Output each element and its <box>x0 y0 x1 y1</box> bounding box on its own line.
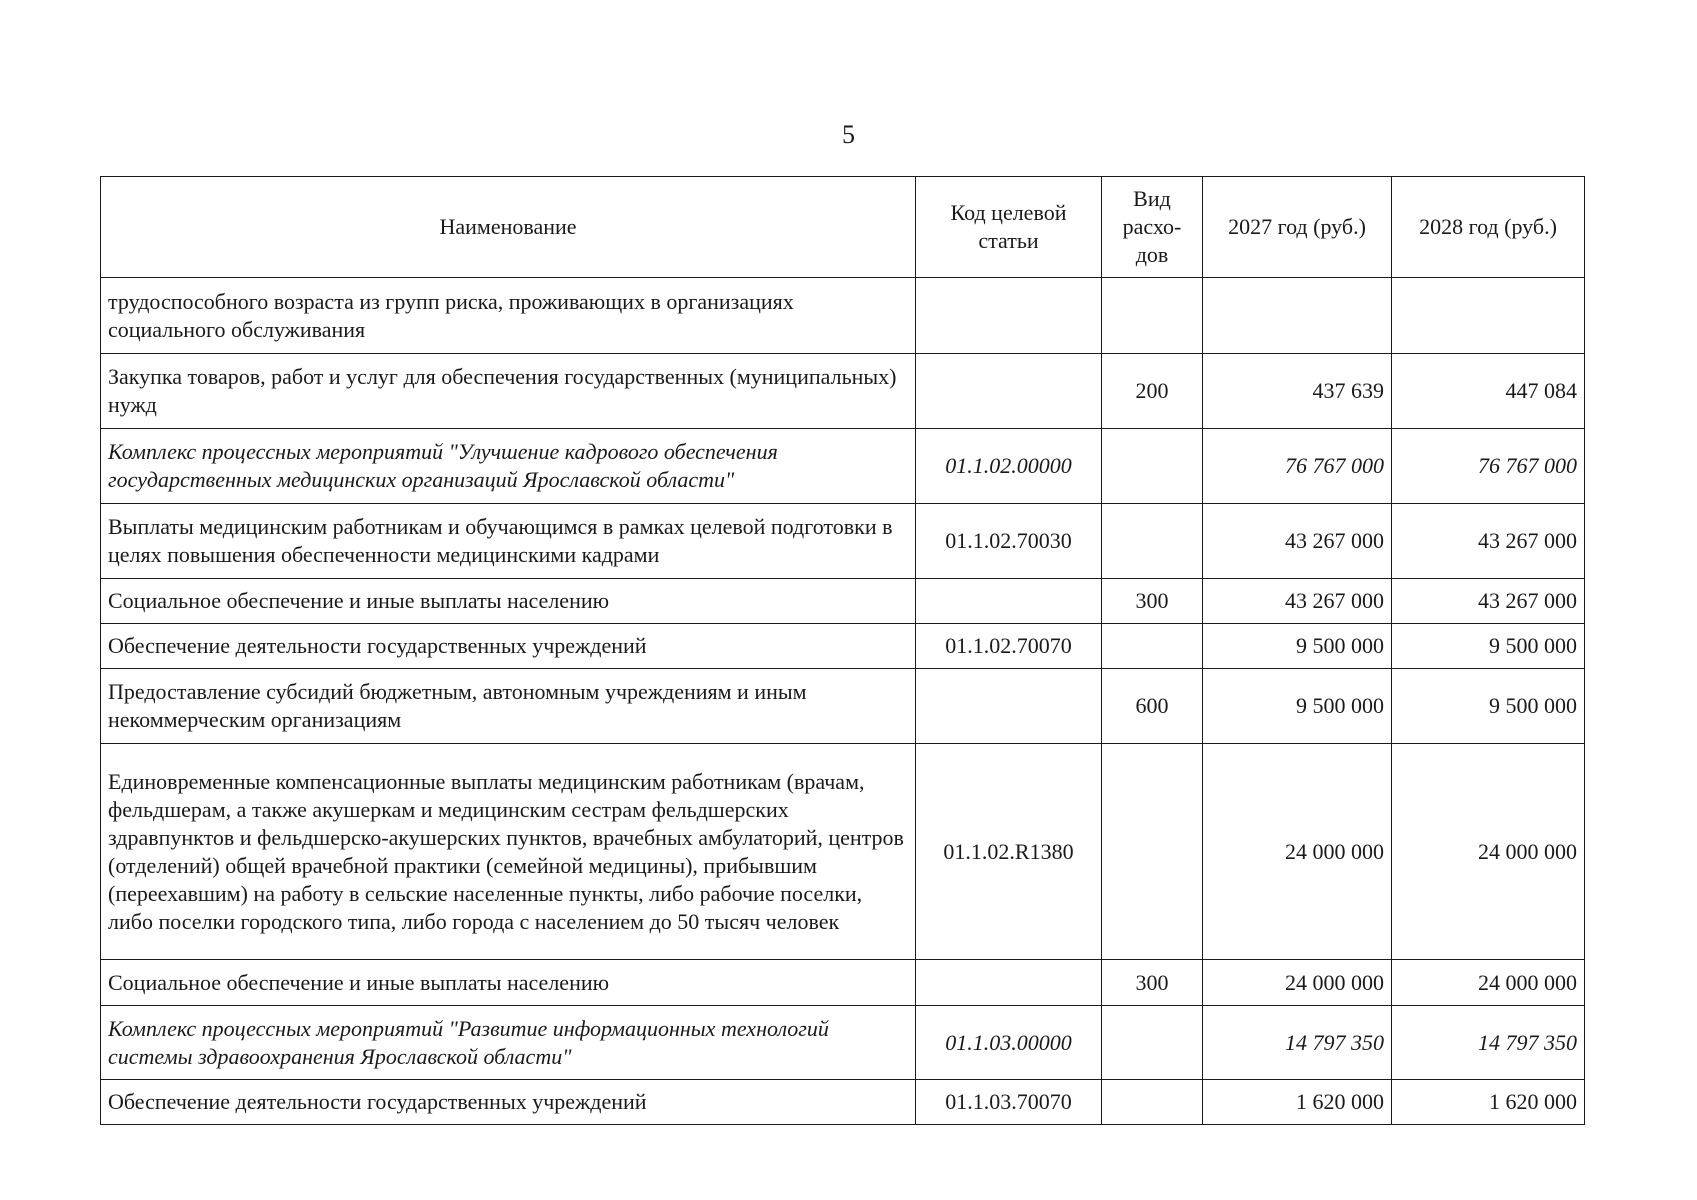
row-kind: 300 <box>1102 960 1203 1006</box>
row-name: Закупка товаров, работ и услуг для обеспечения государственных (муниципальных) нужд <box>101 354 916 429</box>
row-2028-value: 76 767 000 <box>1392 429 1585 504</box>
row-name: Предоставление субсидий бюджетным, автономным учреждениям и иным некоммерческим организациям <box>101 669 916 744</box>
row-2028-value: 43 267 000 <box>1392 579 1585 624</box>
row-name: Социальное обеспечение и иные выплаты населению <box>101 579 916 624</box>
header-row <box>101 177 1585 278</box>
row-2027-value: 9 500 000 <box>1203 624 1392 669</box>
row-kind <box>1102 1006 1203 1080</box>
table-row <box>101 354 1585 429</box>
row-2027-value: 24 000 000 <box>1203 960 1392 1006</box>
row-2027-value: 43 267 000 <box>1203 579 1392 624</box>
row-code: 01.1.03.70070 <box>916 1080 1102 1125</box>
row-name: Социальное обеспечение и иные выплаты населению <box>101 960 916 1006</box>
budget-table <box>100 176 1585 1125</box>
row-code: 01.1.02.00000 <box>916 429 1102 504</box>
row-2028-value: 9 500 000 <box>1392 624 1585 669</box>
row-2027-value: 14 797 350 <box>1203 1006 1392 1080</box>
table-row <box>101 624 1585 669</box>
row-2028-value <box>1392 278 1585 354</box>
row-2028-value: 9 500 000 <box>1392 669 1585 744</box>
table-row <box>101 579 1585 624</box>
table-row <box>101 278 1585 354</box>
row-kind <box>1102 504 1203 579</box>
row-kind <box>1102 1080 1203 1125</box>
row-name: Обеспечение деятельности государственных учреждений <box>101 1080 916 1125</box>
row-kind: 300 <box>1102 579 1203 624</box>
row-kind <box>1102 278 1203 354</box>
table-row <box>101 504 1585 579</box>
header-code: Код целевой статьи <box>916 177 1102 278</box>
row-2027-value: 24 000 000 <box>1203 744 1392 960</box>
row-kind: 200 <box>1102 354 1203 429</box>
row-2027-value <box>1203 278 1392 354</box>
row-2028-value: 24 000 000 <box>1392 960 1585 1006</box>
row-2027-value: 43 267 000 <box>1203 504 1392 579</box>
row-code: 01.1.03.00000 <box>916 1006 1102 1080</box>
row-name: Комплекс процессных мероприятий "Развитие информационных технологий системы здравоохранения Ярославской области" <box>101 1006 916 1080</box>
page-number: 5 <box>842 120 855 149</box>
row-code <box>916 960 1102 1006</box>
table-row <box>101 429 1585 504</box>
row-2027-value: 437 639 <box>1203 354 1392 429</box>
row-kind <box>1102 429 1203 504</box>
row-code: 01.1.02.R1380 <box>916 744 1102 960</box>
row-kind: 600 <box>1102 669 1203 744</box>
header-year-2027: 2027 год (руб.) <box>1203 177 1392 278</box>
row-name: Выплаты медицинским работникам и обучающимся в рамках целевой подготовки в целях повышения обеспеченности медицинскими кадрами <box>101 504 916 579</box>
row-name: Комплекс процессных мероприятий "Улучшение кадрового обеспечения государственных медицинских организаций Ярославской области" <box>101 429 916 504</box>
row-kind <box>1102 744 1203 960</box>
table-row <box>101 744 1585 960</box>
header-name: Наименование <box>101 177 916 278</box>
row-2028-value: 447 084 <box>1392 354 1585 429</box>
row-code: 01.1.02.70030 <box>916 504 1102 579</box>
row-name: трудоспособного возраста из групп риска, проживающих в организациях социального обслуживания <box>101 278 916 354</box>
row-2027-value: 76 767 000 <box>1203 429 1392 504</box>
row-name: Обеспечение деятельности государственных учреждений <box>101 624 916 669</box>
table-row <box>101 669 1585 744</box>
row-2028-value: 1 620 000 <box>1392 1080 1585 1125</box>
row-2028-value: 24 000 000 <box>1392 744 1585 960</box>
row-code <box>916 354 1102 429</box>
table-row <box>101 960 1585 1006</box>
row-code <box>916 278 1102 354</box>
row-code <box>916 669 1102 744</box>
table-row <box>101 1080 1585 1125</box>
header-kind: Вид расхо-дов <box>1102 177 1203 278</box>
row-code <box>916 579 1102 624</box>
header-year-2028: 2028 год (руб.) <box>1392 177 1585 278</box>
row-name: Единовременные компенсационные выплаты медицинским работникам (врачам, фельдшерам, а также акушеркам и медицинским сестрам фельдшерских здравпунктов и фельдшерско-акушерских пунктов, врачебных амбулаторий, центров (отделений) общей врачебной практики (семейной медицины), прибывшим (переехавшим) на работу в сельские населенные пункты, либо рабочие поселки, либо поселки городского типа, либо города с населением до 50 тысяч человек <box>101 744 916 960</box>
row-code: 01.1.02.70070 <box>916 624 1102 669</box>
row-2028-value: 43 267 000 <box>1392 504 1585 579</box>
row-2027-value: 9 500 000 <box>1203 669 1392 744</box>
table-row <box>101 1006 1585 1080</box>
row-2027-value: 1 620 000 <box>1203 1080 1392 1125</box>
row-2028-value: 14 797 350 <box>1392 1006 1585 1080</box>
row-kind <box>1102 624 1203 669</box>
